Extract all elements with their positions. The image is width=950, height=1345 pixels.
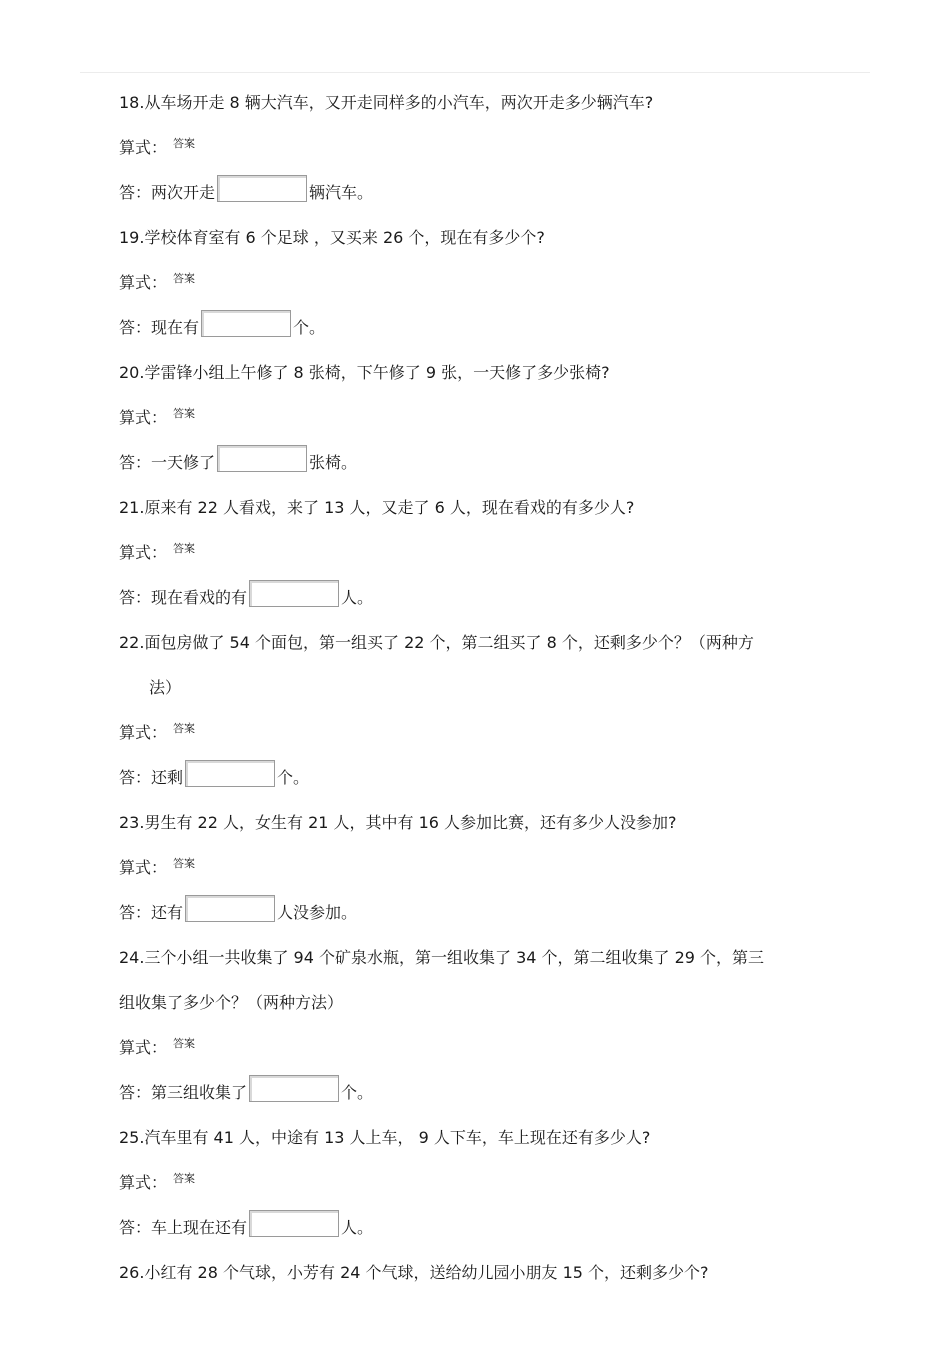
answer-hint: 答案 (173, 407, 196, 420)
answer-prefix: 现在看戏的有 (151, 588, 248, 607)
problem-text: 法） (149, 678, 182, 697)
answer-label: 答： (119, 183, 152, 202)
answer-prefix: 两次开走 (151, 183, 216, 202)
answer-suffix: 辆汽车。 (309, 183, 374, 202)
problem-q23 (119, 800, 869, 935)
problem-text: 25.汽车里有 41 人，中途有 13 人上车， 9 人下车，车上现在还有多少人? (119, 1128, 651, 1147)
problem-text: 26.小红有 28 个气球，小芳有 24 个气球，送给幼儿园小朋友 15 个，还剩多少个? (119, 1263, 709, 1282)
answer-suffix: 人。 (341, 1218, 374, 1237)
problem-q20 (119, 350, 869, 485)
formula-line (119, 710, 869, 755)
answer-box[interactable] (249, 580, 339, 607)
problem-text: 19.学校体育室有 6 个足球 ，又买来 26 个，现在有多少个? (119, 228, 545, 247)
answer-label: 答： (119, 1218, 152, 1237)
problem-q19 (119, 215, 869, 350)
answer-prefix: 还有 (151, 903, 184, 922)
problem-text: 21.原来有 22 人看戏，来了 13 人，又走了 6 人，现在看戏的有多少人? (119, 498, 635, 517)
answer-hint: 答案 (173, 137, 196, 150)
answer-label: 答： (119, 453, 152, 472)
formula-label: 算式： (119, 408, 168, 427)
worksheet (119, 80, 869, 1295)
answer-prefix: 还剩 (151, 768, 184, 787)
answer-line (119, 755, 869, 800)
answer-box[interactable] (249, 1075, 339, 1102)
answer-line (119, 1070, 869, 1115)
answer-box[interactable] (201, 310, 291, 337)
answer-box[interactable] (217, 175, 307, 202)
answer-box[interactable] (217, 445, 307, 472)
answer-hint: 答案 (173, 542, 196, 555)
formula-label: 算式： (119, 273, 168, 292)
formula-line (119, 530, 869, 575)
problem-q22 (119, 620, 869, 800)
formula-label: 算式： (119, 1173, 168, 1192)
answer-hint: 答案 (173, 1172, 196, 1185)
page-top-rule (80, 72, 870, 73)
answer-suffix: 张椅。 (309, 453, 358, 472)
answer-prefix: 一天修了 (151, 453, 216, 472)
formula-line (119, 125, 869, 170)
problem-text: 18.从车场开走 8 辆大汽车，又开走同样多的小汽车，两次开走多少辆汽车? (119, 93, 654, 112)
answer-suffix: 人。 (341, 588, 374, 607)
answer-box[interactable] (185, 760, 275, 787)
answer-prefix: 第三组收集了 (151, 1083, 248, 1102)
answer-box[interactable] (185, 895, 275, 922)
answer-hint: 答案 (173, 722, 196, 735)
answer-line (119, 890, 869, 935)
formula-label: 算式： (119, 723, 168, 742)
answer-line (119, 440, 869, 485)
answer-prefix: 现在有 (151, 318, 200, 337)
answer-line (119, 305, 869, 350)
formula-label: 算式： (119, 858, 168, 877)
problem-q18 (119, 80, 869, 215)
formula-line (119, 1025, 869, 1070)
problem-q25 (119, 1115, 869, 1250)
problem-text: 23.男生有 22 人，女生有 21 人，其中有 16 人参加比赛，还有多少人没参加? (119, 813, 677, 832)
answer-box[interactable] (249, 1210, 339, 1237)
answer-line (119, 170, 869, 215)
answer-hint: 答案 (173, 857, 196, 870)
problem-text: 22.面包房做了 54 个面包，第一组买了 22 个，第二组买了 8 个，还剩多少个？（两种方 (119, 633, 754, 652)
formula-label: 算式： (119, 543, 168, 562)
answer-prefix: 车上现在还有 (151, 1218, 248, 1237)
problem-text: 20.学雷锋小组上午修了 8 张椅，下午修了 9 张，一天修了多少张椅? (119, 363, 610, 382)
formula-line (119, 260, 869, 305)
problem-q24 (119, 935, 869, 1115)
answer-hint: 答案 (173, 272, 196, 285)
answer-label: 答： (119, 1083, 152, 1102)
answer-suffix: 个。 (341, 1083, 374, 1102)
answer-label: 答： (119, 903, 152, 922)
answer-suffix: 人没参加。 (277, 903, 358, 922)
formula-line (119, 1160, 869, 1205)
formula-line (119, 395, 869, 440)
answer-suffix: 个。 (293, 318, 326, 337)
answer-line (119, 1205, 869, 1250)
formula-line (119, 845, 869, 890)
problem-text: 24.三个小组一共收集了 94 个矿泉水瓶，第一组收集了 34 个，第二组收集了 29 个，第三 (119, 948, 765, 967)
formula-label: 算式： (119, 1038, 168, 1057)
answer-label: 答： (119, 768, 152, 787)
formula-label: 算式： (119, 138, 168, 157)
answer-line (119, 575, 869, 620)
answer-label: 答： (119, 318, 152, 337)
problem-q26 (119, 1250, 869, 1295)
problem-text: 组收集了多少个？（两种方法） (119, 993, 344, 1012)
answer-label: 答： (119, 588, 152, 607)
answer-hint: 答案 (173, 1037, 196, 1050)
problem-q21 (119, 485, 869, 620)
answer-suffix: 个。 (277, 768, 310, 787)
